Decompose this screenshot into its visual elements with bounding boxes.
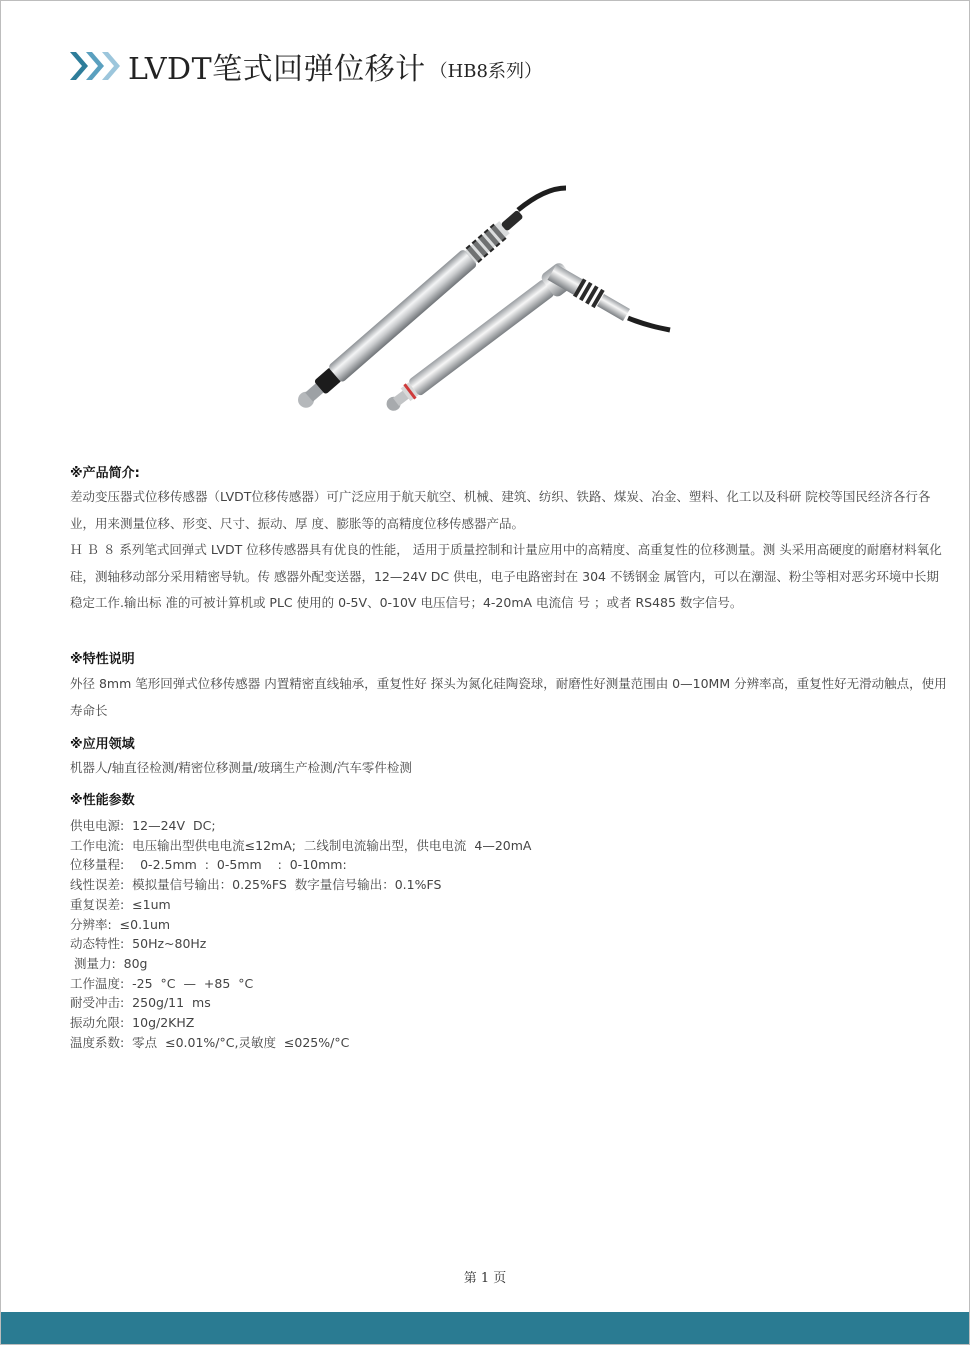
page-header [70, 44, 542, 88]
features-text: 外径 8mm 笔形回弹式位移传感器 内置精密直线轴承，重复性好 探头为氮化硅陶瓷球，耐磨性好测量范围由 0—10MM 分辨率高，重复性好无滑动触点，使用寿命长 [70, 676, 947, 718]
spec-row: 耐受冲击: 250g/11 ms [70, 995, 211, 1011]
chevron-arrows-icon [70, 48, 118, 84]
spec-row: 重复误差: ≤1um [70, 896, 171, 912]
applications-text: 机器人/轴直径检测/精密位移测量/玻璃生产检测/汽车零件检测 [70, 760, 412, 775]
page-subtitle: （HB8系列） [429, 61, 542, 82]
applications-heading: ※应用领域 [70, 737, 135, 752]
spec-row: 工作温度: -25 °C — +85 °C [70, 975, 254, 991]
intro-paragraph: 差动变压器式位移传感器（LVDT位移传感器）可广泛应用于航天航空、机械、建筑、纺织、铁路、煤炭、冶金、塑料、化工以及科研 院校等国民经济各行各业，用来测量位移、形变、尺寸、振动、厚 度、膨胀等的高精度位移传感器产品。 [70, 489, 931, 531]
spec-row: 分辨率: ≤0.1um [70, 916, 171, 932]
spec-row: 位移量程: 0-2.5mm : 0-5mm : 0-10mm: [70, 857, 347, 873]
spec-row: 温度系数: 零点 ≤0.01%/°C,灵敏度 ≤025%/°C [70, 1034, 350, 1050]
spec-row: 测量力: 80g [70, 955, 148, 971]
spec-row: 线性误差: 模拟量信号输出：0.25%FS 数字量信号输出：0.1%FS [70, 877, 442, 893]
intro-section [70, 484, 948, 617]
features-heading: ※特性说明 [70, 652, 135, 667]
page-title: LVDT笔式回弹位移计 [128, 52, 426, 87]
footer-bar [1, 1312, 969, 1344]
page-number: 第 1 页 [463, 1271, 507, 1286]
spec-row: 工作电流: 电压输出型供电电流≤12mA; 二线制电流输出型，供电电流 4—20mA [70, 837, 532, 853]
intro-heading: ※产品简介: [70, 466, 140, 481]
intro-paragraph: Ｈ Ｂ ８ 系列笔式回弹式 LVDT 位移传感器具有优良的性能， 适用于质量控制和计量应用中的高精度、高重复性的位移测量。测 头采用高硬度的耐磨材料氧化硅，测轴移动部分采用精密导轨。传 感器外配变送器，12—24V DC 供电，电子电路密封在 304 不锈钢金 属管内，可以在潮湿、粉尘等相对恶劣环境中长期稳定工作.输出标 准的可被计算机或 PLC 使用的 0-5V、0-10V 电压信号；4-20mA 电流信 号 ；或者 RS485 数字信号。 [70, 542, 942, 610]
chevron-right-icon [102, 48, 122, 84]
lvdt-pen-sensors-image [270, 180, 680, 430]
spec-row: 振动允限: 10g/2KHZ [70, 1015, 195, 1031]
performance-specs [70, 816, 531, 1052]
spec-row: 动态特性: 50Hz~80Hz [70, 936, 207, 952]
performance-heading: ※性能参数 [70, 793, 135, 808]
spec-row: 供电电源: 12—24V DC; [70, 818, 216, 833]
